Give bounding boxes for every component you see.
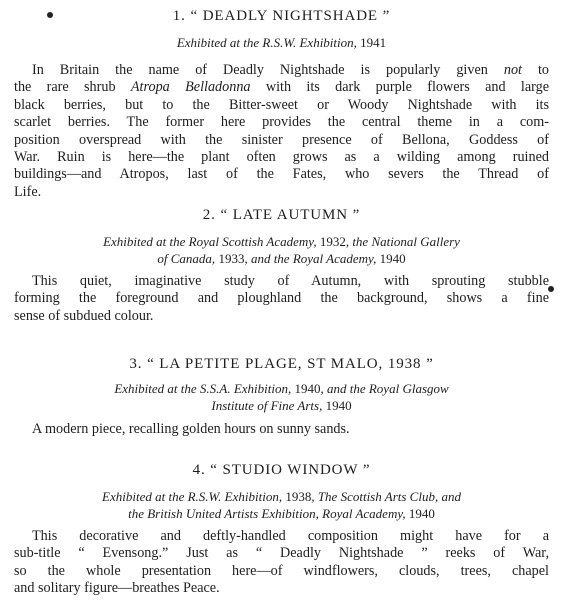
- entry-number: 2.: [202, 207, 216, 223]
- description-line: and solitary figure—breathes Peace.: [14, 580, 220, 597]
- catalogue-entry-3: [14, 355, 549, 438]
- entry-title: “ LA PETITE PLAGE, ST MALO, 1938 ”: [147, 356, 434, 372]
- entry-heading: [14, 461, 549, 480]
- description-line: This quiet, imaginative study of Autumn, with sprouting stubble: [32, 273, 549, 289]
- entry-title: “ LATE AUTUMN ”: [220, 207, 361, 223]
- description-line: sub-title “ Evensong.” Just as “ Deadly Nightshade ” reeks of War,: [14, 545, 549, 562]
- entry-heading: [14, 206, 549, 225]
- entry-description: [14, 62, 549, 201]
- catalogue-entry-2: [14, 206, 549, 325]
- description-line: War. Ruin is here—the plant often grows as a wilding among ruined: [14, 149, 549, 166]
- entry-title: “ DEADLY NIGHTSHADE ”: [190, 8, 391, 24]
- exhibition-note: [14, 380, 549, 414]
- exhibition-line: Exhibited at the Royal Scottish Academy, 1932, the National Gallery: [103, 234, 460, 249]
- catalogue-entry-4: [14, 461, 549, 598]
- exhibition-line: Exhibited at the S.S.A. Exhibition, 1940, and the Royal Glasgow: [114, 381, 449, 396]
- exhibition-line: the British United Artists Exhibition, Royal Academy, 1940: [128, 506, 435, 521]
- description-line: so the whole presentation here—of windflowers, clouds, trees, chapel: [14, 562, 549, 579]
- entry-number: 4.: [192, 462, 206, 478]
- description-line: scarlet berries. The former here provides the central theme in a com-: [14, 114, 549, 131]
- entry-description: [14, 273, 549, 325]
- exhibition-line: of Canada, 1933, and the Royal Academy, 1940: [157, 251, 406, 266]
- exhibition-note: [14, 233, 549, 267]
- entry-description: [14, 421, 549, 438]
- description-line: In Britain the name of Deadly Nightshade is popularly given not to: [32, 62, 549, 78]
- entry-number: 3.: [129, 356, 143, 372]
- entry-number: 1.: [172, 8, 186, 24]
- exhibition-line: Exhibited at the R.S.W. Exhibition, 1941: [176, 35, 387, 50]
- description-line: black berries, but to the Bitter-sweet or Woody Nightshade with its: [14, 96, 549, 113]
- description-line: sense of subdued colour.: [14, 307, 154, 324]
- description-line: This decorative and deftly-handled composition might have for a: [32, 528, 549, 544]
- description-line: position overspread with the sinister presence of Bellona, Goddess of: [14, 131, 549, 148]
- description-line: buildings—and Atropos, last of the Fates, who severs the Thread of: [14, 166, 549, 183]
- description-line: A modern piece, recalling golden hours on sunny sands.: [32, 421, 350, 437]
- exhibition-note: [14, 488, 549, 522]
- description-line: the rare shrub Atropa Belladonna with its dark purple flowers and large: [14, 79, 550, 96]
- entry-title: “ STUDIO WINDOW ”: [210, 462, 371, 478]
- entry-heading: [14, 355, 549, 374]
- catalogue-entry-1: [14, 7, 549, 201]
- entry-description: [14, 528, 549, 598]
- description-line: Life.: [14, 183, 42, 200]
- description-line: forming the foreground and ploughland the background, shows a fine: [14, 290, 549, 307]
- exhibition-line: Exhibited at the R.S.W. Exhibition, 1938, The Scottish Arts Club, and: [102, 489, 461, 504]
- exhibition-line: Institute of Fine Arts, 1940: [211, 398, 352, 413]
- exhibition-note: [14, 34, 549, 51]
- entry-heading: [14, 7, 549, 26]
